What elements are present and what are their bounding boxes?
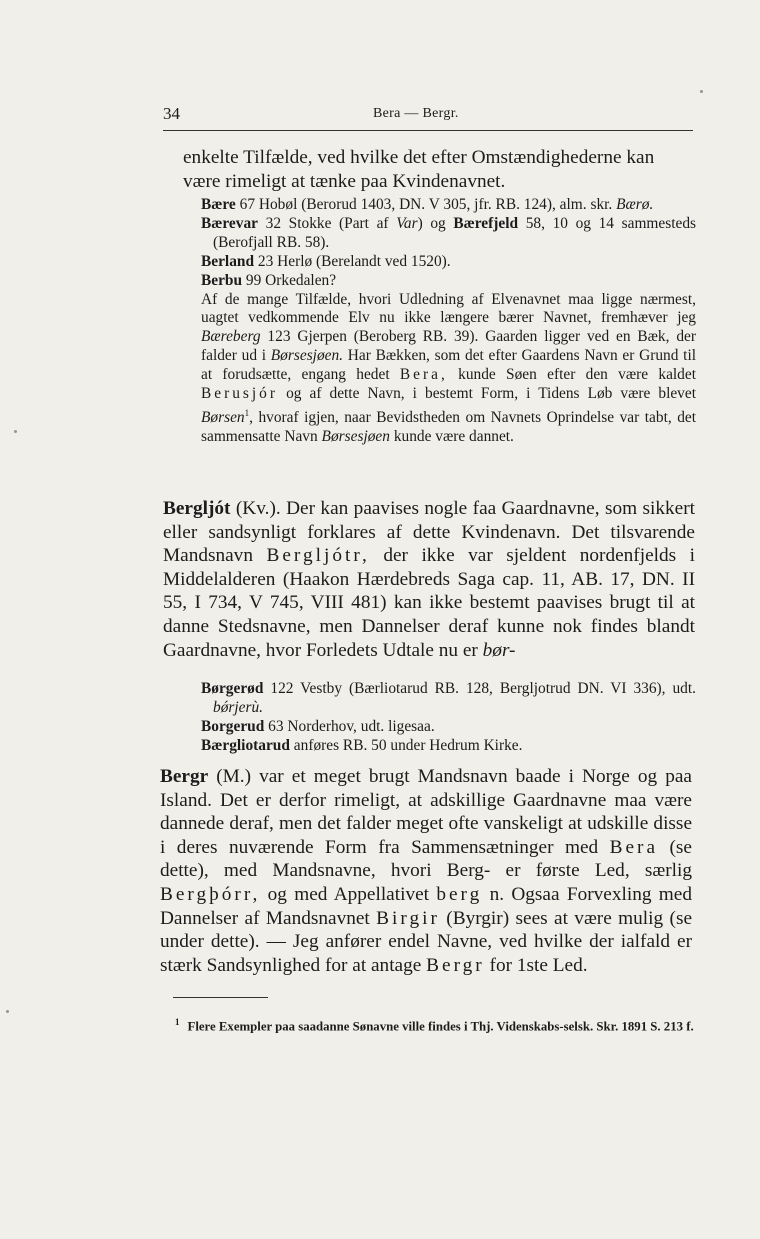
bergljot-section: Bergljót (Kv.). Der kan paavises nogle faa Gaardnavne, som sikkert eller sandsynligt forklares af dette Kvindenavn. Det tilsvarende Mandsnavn Bergljótr, der ikke var sjeldent nordenfjelds i Middelalderen (Haakon Hærdebreds Saga cap. 11, AB. 17, DN. II 55, I 734, V 745, VIII 481) kan ikke bestemt paavises brugt til at danne Stedsnavne, men Dannelser deraf kunne nok findes blandt Gaardnavne, hvor Forledets Udtale nu er bør-: [163, 498, 695, 661]
headword: Bergr: [160, 766, 209, 787]
entry-name: Borgerud: [201, 717, 265, 735]
intro-line: være rimeligt at tænke paa Kvindenavnet.: [183, 170, 506, 192]
entry-name: Bære: [201, 196, 236, 213]
entry-name: Bærgliotarud: [201, 736, 290, 754]
entry-borgerud: Borgerud 63 Norderhov, udt. ligesaa.: [201, 717, 435, 735]
entry-name: Bærevar: [201, 214, 258, 232]
footnote: [175, 1014, 695, 1034]
entry-borgerod: Børgerød 122 Vestby (Bærliotarud RB. 128, Bergljotrud DN. VI 336), udt. bǿrjerù.: [201, 680, 696, 716]
paper-speck: [6, 1010, 9, 1013]
header-rule: [163, 130, 693, 131]
bergr-section: Bergr (M.) var et meget brugt Mandsnavn baade i Norge og paa Island. Det er derfor rimeligt, at adskillige Gaardnavne maa være dannede deraf, men det falder meget ofte vanskeligt at udskille disse i deres nuværende Form fra Sammensætninger med Bera (se dette), med Mandsnavne, hvori Berg- er første Led, særlig Bergþórr, og med Appellativet berg n. Ogsaa Forvexling med Dannelser af Mandsnavnet Birgir (Byrgir) sees at være mulig (se under dette). — Jeg anfører endel Navne, ved hvilke der ialfald er stærk Sandsynlighed for at antage Bergr for 1ste Led.: [160, 766, 693, 976]
entry-baerevar: Bærevar 32 Stokke (Part af Var) og Bærefjeld 58, 10 og 14 sammesteds (Berofjall RB. 58).: [201, 214, 696, 251]
entry-baergliotarud: Bærgliotarud anføres RB. 50 under Hedrum Kirke.: [201, 736, 523, 754]
entries-block-2: [201, 680, 696, 756]
entry-name: Bærefjeld: [453, 214, 519, 232]
headword: Bergljót: [163, 498, 231, 519]
footnote-mark: 1: [175, 1017, 180, 1027]
berbu-discussion: Af de mange Tilfælde, hvori Udledning af Elvenavnet maa ligge nærmest, uagtet vedkommende Elv nu ikke længere bærer Navnet, fremhæver jeg Bæreberg 123 Gjerpen (Beroberg RB. 39). Gaarden ligger ved en Bæk, der falder ud i Børsesjøen. Har Bækken, som det efter Gaardens Navn er Grund til at forudsætte, engang hedet Bera, kunde Søen efter den være kaldet Berusjór og af dette Navn, i bestemt Form, i Tidens Løb være blevet Børsen$^1$, hvoraf igjen, naar Bevidstheden om Navnets Oprindelse var tabt, det sammensatte Navn Børsesjøen kunde være dannet.: [201, 290, 696, 445]
paper-speck: [14, 430, 17, 433]
footnote-reference: 1: [244, 407, 250, 418]
intro-line: enkelte Tilfælde, ved hvilke det efter Omstændighederne kan: [183, 147, 655, 168]
running-title: Bera — Bergr.: [373, 106, 459, 121]
page-number: 34: [163, 104, 180, 123]
footnote-text: Flere Exempler paa saadanne Sønavne ville findes i Thj. Videnskabs-selsk. Skr. 1891 S. 213 f.: [187, 1019, 694, 1034]
entry-name: Berland: [201, 252, 255, 270]
entry-berbu: Berbu 99 Orkedalen?: [201, 271, 337, 289]
intro-paragraph: [183, 146, 695, 193]
paper-speck: [700, 90, 703, 93]
page-header: [163, 104, 693, 128]
entry-baere: Bære 67 Hobøl (Berorud 1403, DN. V 305, jfr. RB. 124), alm. skr. Bærø.: [201, 196, 654, 213]
entries-block-1: [201, 196, 696, 447]
entry-name: Berbu: [201, 271, 243, 289]
entry-name: Børgerød: [201, 680, 264, 697]
footnote-rule: [173, 997, 268, 998]
entry-berland: Berland 23 Herlø (Berelandt ved 1520).: [201, 252, 451, 270]
